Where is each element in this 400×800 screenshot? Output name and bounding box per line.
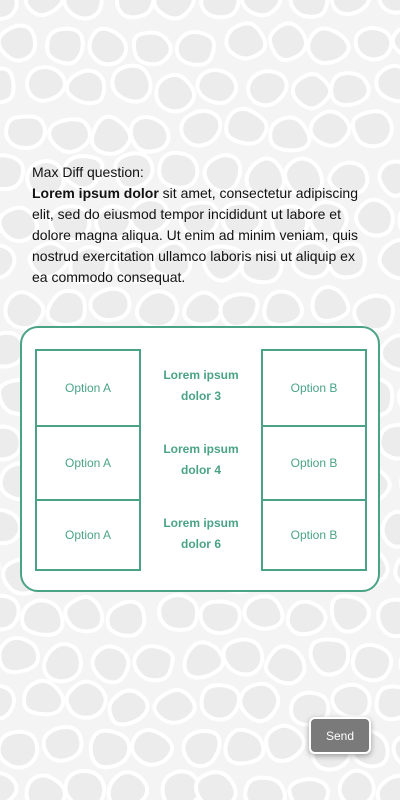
background-pebble — [354, 296, 393, 330]
question-body: sit amet, consectetur adipiscing elit, sed do eiusmod tempor incididunt ut labore et dolore magna aliqua. Ut enim ad minim veniam, quis nostrud exercitation ullamco laboris nisi ut aliquip ex ea commodo consequat. — [32, 185, 359, 285]
background-pebble — [311, 111, 350, 145]
question-body-bold: Lorem ipsum dolor — [32, 185, 159, 201]
background-pebble — [378, 600, 400, 637]
background-pebble — [201, 685, 239, 720]
send-button[interactable]: Send — [309, 717, 371, 754]
background-pebble — [91, 731, 130, 768]
background-pebble — [266, 646, 305, 683]
background-pebble — [5, 292, 43, 328]
option-a-row-3[interactable]: Option A — [37, 499, 139, 569]
background-pebble — [201, 602, 240, 634]
background-pebble — [353, 645, 391, 680]
background-pebble — [49, 119, 90, 152]
background-pebble — [22, 600, 62, 634]
background-pebble — [377, 686, 400, 719]
background-pebble — [0, 638, 38, 672]
background-pebble — [6, 116, 45, 148]
background-pebble — [289, 779, 328, 800]
background-pebble — [379, 425, 400, 459]
background-pebble — [134, 33, 171, 65]
item-label-row-3: Lorem ipsum dolor 6 — [163, 516, 239, 551]
background-pebble — [44, 727, 82, 761]
background-pebble — [245, 778, 285, 800]
background-pebble — [226, 23, 265, 58]
background-pebble — [134, 646, 172, 680]
option-a-row-2[interactable]: Option A — [37, 425, 139, 499]
background-pebble — [90, 29, 127, 65]
background-pebble — [0, 68, 14, 102]
background-pebble — [266, 726, 304, 761]
background-pebble — [67, 71, 105, 104]
background-pebble — [112, 66, 150, 102]
background-pebble — [270, 23, 306, 60]
background-pebble — [109, 772, 147, 800]
background-pebble — [356, 28, 392, 59]
background-pebble — [225, 730, 263, 764]
background-pebble — [201, 0, 239, 17]
background-pebble — [331, 73, 368, 105]
background-pebble — [197, 70, 236, 103]
background-pebble — [0, 26, 35, 61]
background-pebble — [264, 292, 302, 325]
background-pebble — [220, 294, 257, 327]
background-pebble — [92, 646, 128, 682]
background-pebble — [183, 731, 219, 766]
background-pebble — [332, 685, 369, 717]
background-pebble — [156, 75, 194, 112]
background-pebble — [47, 29, 83, 64]
background-pebble — [177, 32, 214, 65]
option-a-row-1[interactable]: Option A — [37, 351, 139, 425]
background-pebble — [248, 71, 287, 105]
background-pebble — [244, 596, 282, 628]
background-pebble — [382, 512, 400, 547]
background-pebble — [311, 639, 349, 674]
maxdiff-card — [20, 326, 380, 592]
background-pebble — [224, 639, 263, 674]
background-pebble — [108, 602, 145, 636]
item-label-row-2: Lorem ipsum dolor 4 — [163, 442, 239, 477]
background-pebble — [332, 596, 369, 632]
background-pebble — [0, 427, 21, 460]
option-b-row-3[interactable]: Option B — [263, 499, 365, 569]
question-heading: Max Diff question: — [32, 164, 144, 180]
background-pebble — [240, 684, 278, 721]
background-pebble — [137, 291, 177, 327]
background-pebble — [0, 732, 37, 768]
item-label-row-1: Lorem ipsum dolor 3 — [163, 368, 239, 403]
background-pebble — [340, 771, 374, 800]
background-pebble — [196, 772, 236, 800]
question-text — [32, 162, 372, 288]
background-pebble — [131, 117, 169, 152]
background-pebble — [293, 74, 330, 108]
option-a-column — [35, 349, 141, 571]
option-b-row-1[interactable]: Option B — [263, 351, 365, 425]
background-pebble — [181, 111, 220, 146]
background-pebble — [44, 644, 81, 681]
item-column — [141, 349, 261, 571]
background-pebble — [65, 597, 102, 631]
background-pebble — [67, 682, 106, 718]
background-pebble — [353, 111, 392, 146]
background-pebble — [65, 771, 104, 800]
background-pebble — [0, 155, 23, 189]
option-b-row-2[interactable]: Option B — [263, 425, 365, 499]
background-pebble — [109, 690, 147, 724]
background-pebble — [90, 289, 129, 321]
background-pebble — [27, 67, 65, 101]
option-b-column — [261, 349, 367, 571]
background-pebble — [288, 602, 326, 635]
background-pebble — [159, 595, 197, 630]
background-pebble — [184, 642, 223, 677]
